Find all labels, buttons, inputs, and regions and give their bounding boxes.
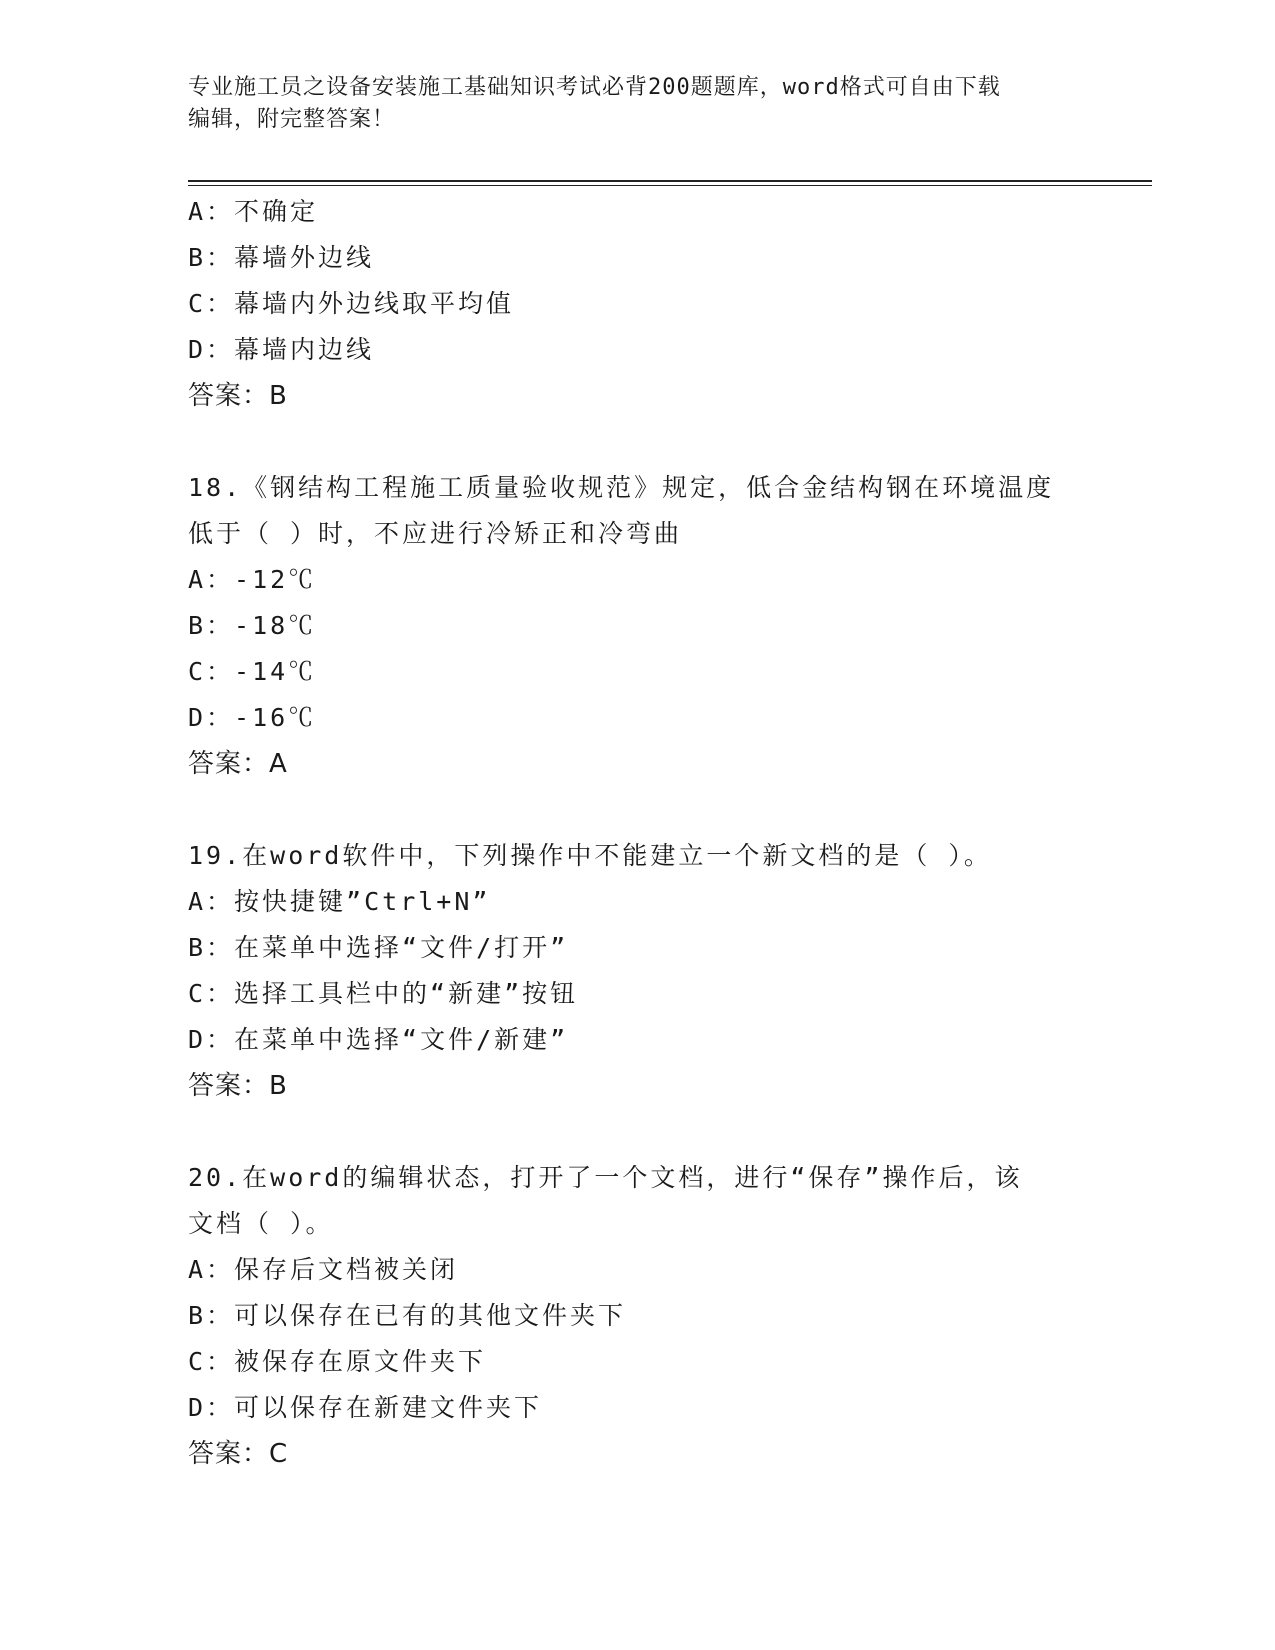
question-18-block — [188, 465, 1108, 787]
header-line-2: 编辑，附完整答案！ — [188, 107, 396, 132]
q18-answer: 答案：A — [188, 749, 288, 779]
q19-option-a: A：按快捷键”Ctrl+N” — [188, 887, 491, 916]
header-line-1: 专业施工员之设备安装施工基础知识考试必背200题题库，word格式可自由下载 — [188, 75, 1001, 100]
q20-stem-line-2: 文档（ ）。 — [188, 1209, 334, 1238]
q18-option-a: A：-12℃ — [188, 565, 317, 594]
q20-option-a: A：保存后文档被关闭 — [188, 1255, 459, 1284]
q17-option-b: B：幕墙外边线 — [188, 243, 375, 272]
q19-stem-line-1: 19.在word软件中，下列操作中不能建立一个新文档的是（ ）。 — [188, 841, 992, 870]
q19-option-d: D：在菜单中选择“文件/新建” — [188, 1025, 569, 1054]
q17-option-c: C：幕墙内外边线取平均值 — [188, 289, 515, 318]
q19-answer: 答案：B — [188, 1071, 288, 1101]
spacer — [188, 419, 1108, 465]
q19-option-c: C：选择工具栏中的“新建”按钮 — [188, 979, 579, 1008]
q20-option-c: C：被保存在原文件夹下 — [188, 1347, 487, 1376]
q18-stem-line-2: 低于（ ）时，不应进行冷矫正和冷弯曲 — [188, 519, 683, 548]
q18-stem-line-1: 18.《钢结构工程施工质量验收规范》规定，低合金结构钢在环境温度 — [188, 473, 1055, 502]
q17-option-a: A：不确定 — [188, 197, 319, 226]
q18-option-d: D：-16℃ — [188, 703, 317, 732]
q20-answer: 答案：C — [188, 1439, 289, 1469]
spacer — [188, 787, 1108, 833]
question-20-block — [188, 1155, 1108, 1477]
header-divider-thick — [188, 180, 1152, 182]
q20-option-b: B：可以保存在已有的其他文件夹下 — [188, 1301, 627, 1330]
question-list — [188, 189, 1108, 1477]
q17-answer: 答案：B — [188, 381, 288, 411]
q18-option-b: B：-18℃ — [188, 611, 317, 640]
q19-option-b: B：在菜单中选择“文件/打开” — [188, 933, 569, 962]
document-header — [188, 72, 1088, 136]
q18-option-c: C：-14℃ — [188, 657, 317, 686]
question-17-block — [188, 189, 1108, 419]
spacer — [188, 1109, 1108, 1155]
q20-option-d: D：可以保存在新建文件夹下 — [188, 1393, 543, 1422]
q20-stem-line-1: 20.在word的编辑状态，打开了一个文档，进行“保存”操作后，该 — [188, 1163, 1023, 1192]
q17-option-d: D：幕墙内边线 — [188, 335, 375, 364]
header-divider-thin — [188, 185, 1152, 186]
question-19-block — [188, 833, 1108, 1109]
